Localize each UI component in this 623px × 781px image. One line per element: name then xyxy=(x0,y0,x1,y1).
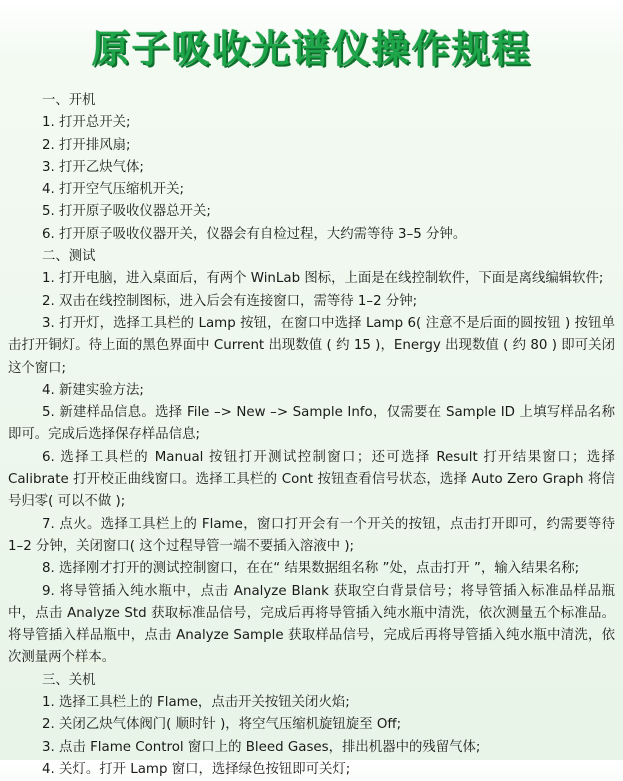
step: 3. 打开乙炔气体; xyxy=(42,159,144,175)
page-title: 原子吸收光谱仪操作规程 xyxy=(91,27,532,71)
section-heading-shutdown: 三、关机 xyxy=(42,672,96,688)
step: 2. 打开排风扇; xyxy=(42,137,131,153)
section-heading-testing: 二、测试 xyxy=(42,249,96,265)
step: 1. 选择工具栏上的 Flame，点击开关按钮关闭火焰; xyxy=(42,695,350,711)
step: 6. 选择工具栏的 Manual 按钮打开测试控制窗口；还可选择 Result 打开结果窗口；选择 Calibrate 打开校正曲线窗口。选择工具栏的 Cont 按钮查看信号状态，选择 Auto Zero Graph 将信号归零( 可以不做 ); xyxy=(8,449,615,510)
step: 1. 打开总开关; xyxy=(42,115,131,131)
step: 8. 选择刚才打开的测试控制窗口，在在“ 结果数据组名称 ”处，点击打开 ”，输入结果名称; xyxy=(42,561,580,577)
step: 1. 打开电脑，进入桌面后，有两个 WinLab 图标，上面是在线控制软件，下面是离线编辑软件; xyxy=(42,271,604,287)
step: 4. 关灯。打开 Lamp 窗口，选择绿色按钮即可关灯; xyxy=(42,761,351,777)
step: 2. 双击在线控制图标，进入后会有连接窗口，需等待 1–2 分钟; xyxy=(42,293,418,309)
section-heading-startup: 一、开机 xyxy=(42,93,96,108)
procedure-body xyxy=(8,90,615,781)
step: 5. 打开原子吸收仪器总开关; xyxy=(42,204,211,220)
step: 5. 新建样品信息。选择 File –> New –> Sample Info，仅需要在 Sample ID 上填写样品名称即可。完成后选择保存样品信息; xyxy=(8,405,615,443)
step: 6. 打开原子吸收仪器开关，仪器会有自检过程，大约需等待 3–5 分钟。 xyxy=(42,226,467,242)
step: 3. 点击 Flame Control 窗口上的 Bleed Gases，排出机器中的残留气体; xyxy=(42,739,481,755)
step: 2. 关闭乙炔气体阀门( 顺时针 )，将空气压缩机旋钮旋至 Off; xyxy=(42,717,402,733)
step: 4. 打开空气压缩机开关; xyxy=(42,182,185,198)
step: 9. 将导管插入纯水瓶中，点击 Analyze Blank 获取空白背景信号；将导管插入标准品样品瓶中，点击 Analyze Std 获取标准品信号，完成后再将导管插入纯水瓶中清洗，依次测量五个标准品。将导管插入样品瓶中，点击 Analyze Sample 获取样品信号，完成后再将导管插入纯水瓶中清洗，依次测量两个样本。 xyxy=(8,583,615,666)
step: 3. 打开灯，选择工具栏的 Lamp 按钮，在窗口中选择 Lamp 6( 注意不是后面的圆按钮 ) 按钮单击打开铜灯。待上面的黑色界面中 Current 出现数值 ( 约 15 )，Energy 出现数值 ( 约 80 ) 即可关闭这个窗口; xyxy=(8,315,615,376)
step: 4. 新建实验方法; xyxy=(42,382,144,398)
step: 7. 点火。选择工具栏上的 Flame，窗口打开会有一个开关的按钮，点击打开即可，约需要等待 1–2 分钟，关闭窗口( 这个过程导管一端不要插入溶液中 ); xyxy=(8,516,615,554)
